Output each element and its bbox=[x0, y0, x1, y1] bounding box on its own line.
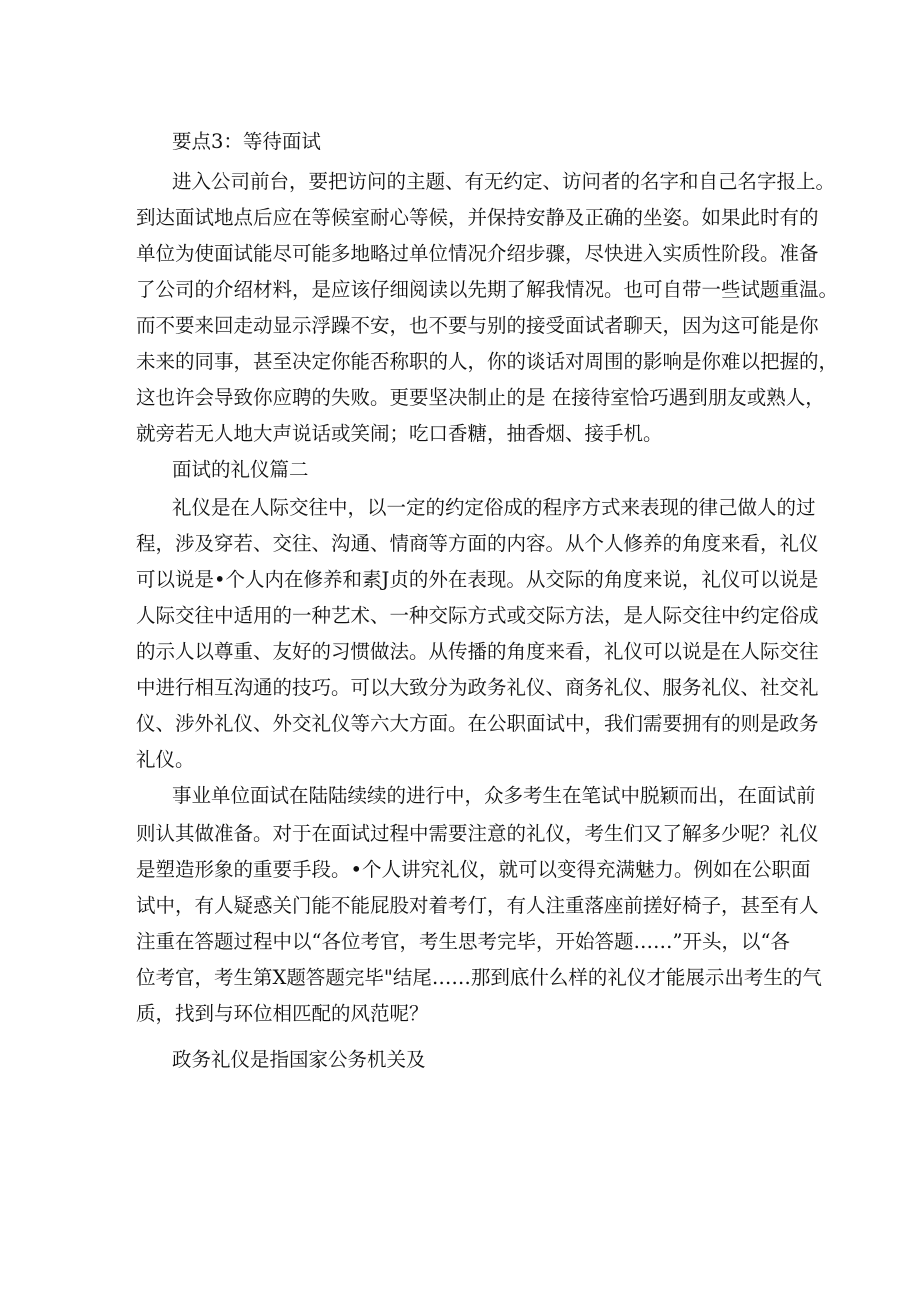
paragraph-line: 单位为使面试能尽可能多地略过单位情况介绍步骤，尽快进入实质性阶段。准备 bbox=[136, 242, 819, 265]
paragraph-line: 未来的同事，甚至决定你能否称职的人，你的谈话对周围的影响是你难以把握的， bbox=[136, 350, 839, 373]
paragraph-line: 试中，有人疑惑关门能不能屁股对着考仃，有人注重落座前搓好椅子，甚至有人 bbox=[136, 894, 819, 917]
paragraph-line: 人际交往中适用的一种艺术、一种交际方式或交际方法，是人际交往中约定俗成 bbox=[136, 604, 819, 627]
paragraph-line: 中进行相互沟通的技巧。可以大致分为政务礼仪、商务礼仪、服务礼仪、社交礼 bbox=[136, 676, 819, 699]
paragraph-line: 的示人以尊重、友好的习惯做法。从传播的角度来看，礼仪可以说是在人际交往 bbox=[136, 640, 819, 663]
paragraph-line: 仪、涉外礼仪、外交礼仪等六大方面。在公职面试中，我们需要拥有的则是政务 bbox=[136, 712, 819, 735]
paragraph-line: 就旁若无人地大声说话或笑闹；吃口香糖，抽香烟、接手机。 bbox=[136, 422, 663, 445]
paragraph-line: 则认其做准备。对于在面试过程中需要注意的礼仪，考生们又了解多少呢？礼仪 bbox=[136, 822, 819, 845]
paragraph-line: 注重在答题过程中以“各位考官，考生思考完毕，开始答题……”开头，以“各 bbox=[136, 930, 790, 953]
article-heading: 面试的礼仪篇二 bbox=[172, 458, 309, 481]
paragraph-line: 这也许会导致你应聘的失败。更要坚决制止的是 在接待室恰巧遇到朋友或熟人， bbox=[136, 386, 825, 409]
paragraph-line: 质，找到与环位相匹配的风范呢？ bbox=[136, 1002, 429, 1025]
paragraph-line: 礼仪是在人际交往中，以一定的约定俗成的程序方式来表现的律己做人的过 bbox=[172, 496, 816, 519]
paragraph-line: 而不要来回走动显示浮躁不安，也不要与别的接受面试者聊天，因为这可能是你 bbox=[136, 314, 819, 337]
paragraph-line: 程，涉及穿若、交往、沟通、情商等方面的内容。从个人修养的角度来看，礼仪 bbox=[136, 532, 819, 555]
paragraph-line: 进入公司前台，要把访问的主题、有无约定、访问者的名字和自己名字报上。 bbox=[172, 170, 836, 193]
paragraph-line: 位考官，考生第X题答题完毕"结尾……那到底什么样的礼仪才能展示出考生的气 bbox=[136, 966, 822, 989]
section-heading: 要点3：等待面试 bbox=[172, 130, 321, 153]
paragraph-line: 是塑造形象的重要手段。•个人讲究礼仪，就可以变得充满魅力。例如在公职面 bbox=[136, 858, 811, 881]
paragraph-government-etiquette: 政务礼仪是指国家公务机关及 bbox=[172, 1048, 426, 1071]
paragraph-line: 了公司的介绍材料，是应该仔细阅读以先期了解我情况。也可自带一些试题重温。 bbox=[136, 278, 839, 301]
paragraph-line: 到达面试地点后应在等候室耐心等候，并保持安静及正确的坐姿。如果此时有的 bbox=[136, 206, 819, 229]
paragraph-line: 事业单位面试在陆陆续续的进行中，众多考生在笔试中脱颖而出，在面试前 bbox=[172, 784, 816, 807]
paragraph-line: 礼仪。 bbox=[136, 748, 195, 771]
paragraph-line: 可以说是•个人内在修养和素J贞的外在表现。从交际的角度来说，礼仪可以说是 bbox=[136, 568, 819, 591]
